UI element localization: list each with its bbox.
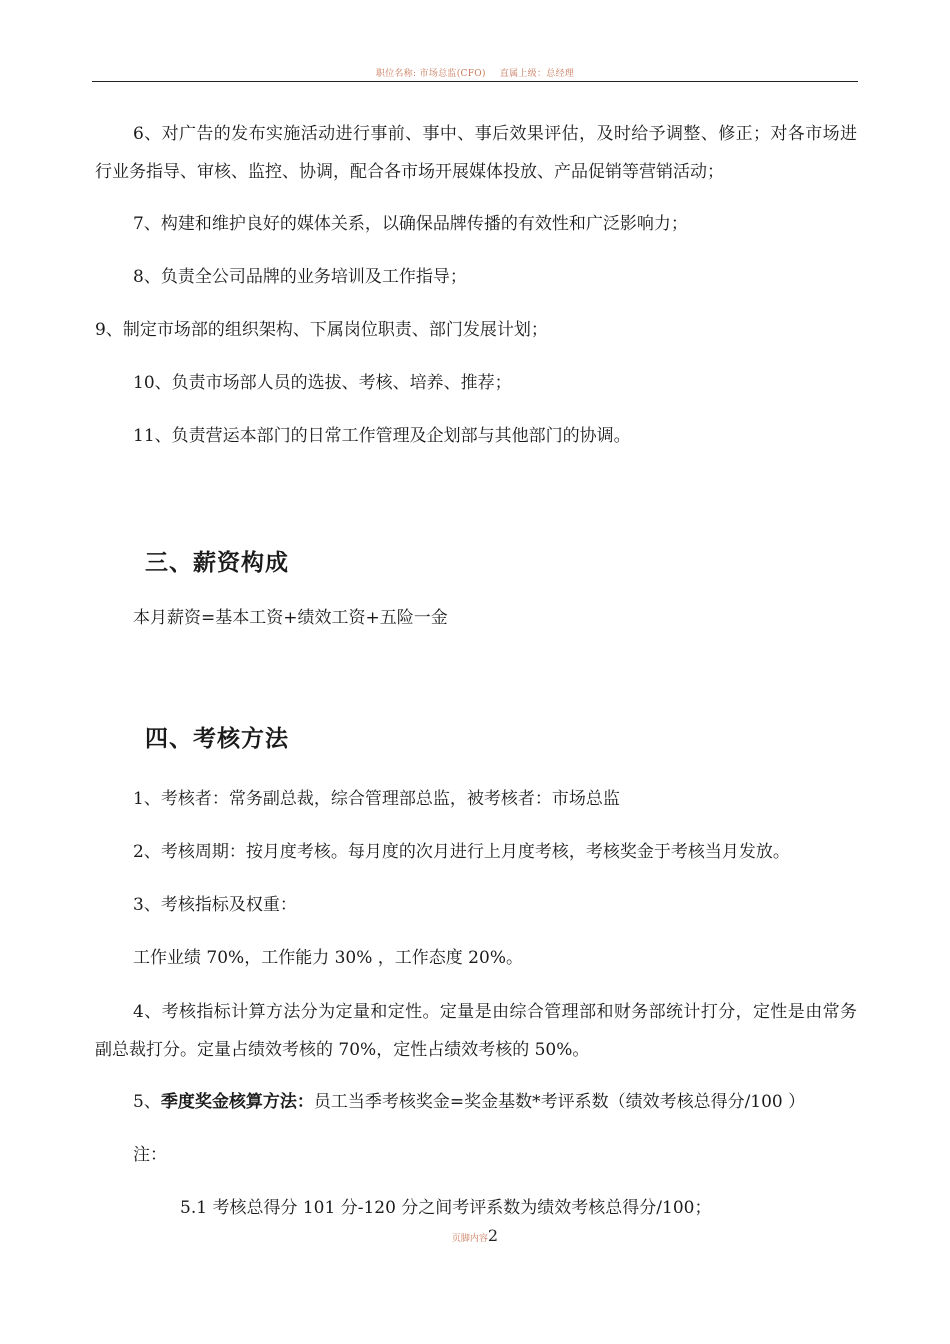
page-number: 2 <box>487 1226 499 1245</box>
header-divider <box>92 81 858 82</box>
duty-item-8: 8、负责全公司品牌的业务培训及工作指导； <box>133 267 467 287</box>
assessment-item-4: 4、考核指标计算方法分为定量和定性。定量是由综合管理部和财务部统计打分，定性是由常务副总裁打分。定量占绩效考核的 70%，定性占绩效考核的 50%。 <box>95 1002 857 1060</box>
superior-label: 直属上级：总经理 <box>499 69 575 79</box>
assessment-item-5 <box>133 1090 805 1114</box>
duty-item-7: 7、构建和维护良好的媒体关系，以确保品牌传播的有效性和广泛影响力； <box>133 214 688 234</box>
duty-item-10: 10、负责市场部人员的选拔、考核、培养、推荐； <box>133 373 512 393</box>
salary-formula: 本月薪资=基本工资+绩效工资+五险一金 <box>133 608 448 628</box>
item-5-formula: 员工当季考核奖金=奖金基数*考评系数（绩效考核总得分/100 ） <box>313 1092 806 1112</box>
assessment-item-3: 3、考核指标及权重： <box>133 895 297 915</box>
duty-item-9: 9、制定市场部的组织架构、下属岗位职责、部门发展计划； <box>95 320 548 340</box>
assessment-weights: 工作业绩 70%，工作能力 30% ，工作态度 20%。 <box>133 948 523 968</box>
page-footer <box>0 1226 950 1245</box>
item-5-prefix: 5、 <box>133 1092 161 1112</box>
duty-item-11: 11、负责营运本部门的日常工作管理及企划部与其他部门的协调。 <box>133 426 631 446</box>
page-header <box>0 66 950 79</box>
position-label: 职位名称: 市场总监(CFO) <box>375 69 486 79</box>
assessment-note: 注： <box>133 1145 167 1165</box>
section-heading-salary: 三、薪资构成 <box>145 550 289 576</box>
duty-item-6: 6、对广告的发布实施活动进行事前、事中、事后效果评估，及时给予调整、修正；对各市场进行业务指导、审核、监控、协调，配合各市场开展媒体投放、产品促销等营销活动； <box>95 124 857 182</box>
assessment-item-2: 2、考核周期：按月度考核。每月度的次月进行上月度考核，考核奖金于考核当月发放。 <box>133 842 790 862</box>
item-5-bold-label: 季度奖金核算方法： <box>160 1092 314 1112</box>
assessment-item-1: 1、考核者：常务副总裁，综合管理部总监，被考核者：市场总监 <box>133 789 620 809</box>
footer-label: 页脚内容 <box>451 1234 488 1244</box>
section-heading-assessment: 四、考核方法 <box>145 726 289 752</box>
assessment-item-5-1: 5.1 考核总得分 101 分-120 分之间考评系数为绩效考核总得分/100； <box>180 1198 712 1218</box>
